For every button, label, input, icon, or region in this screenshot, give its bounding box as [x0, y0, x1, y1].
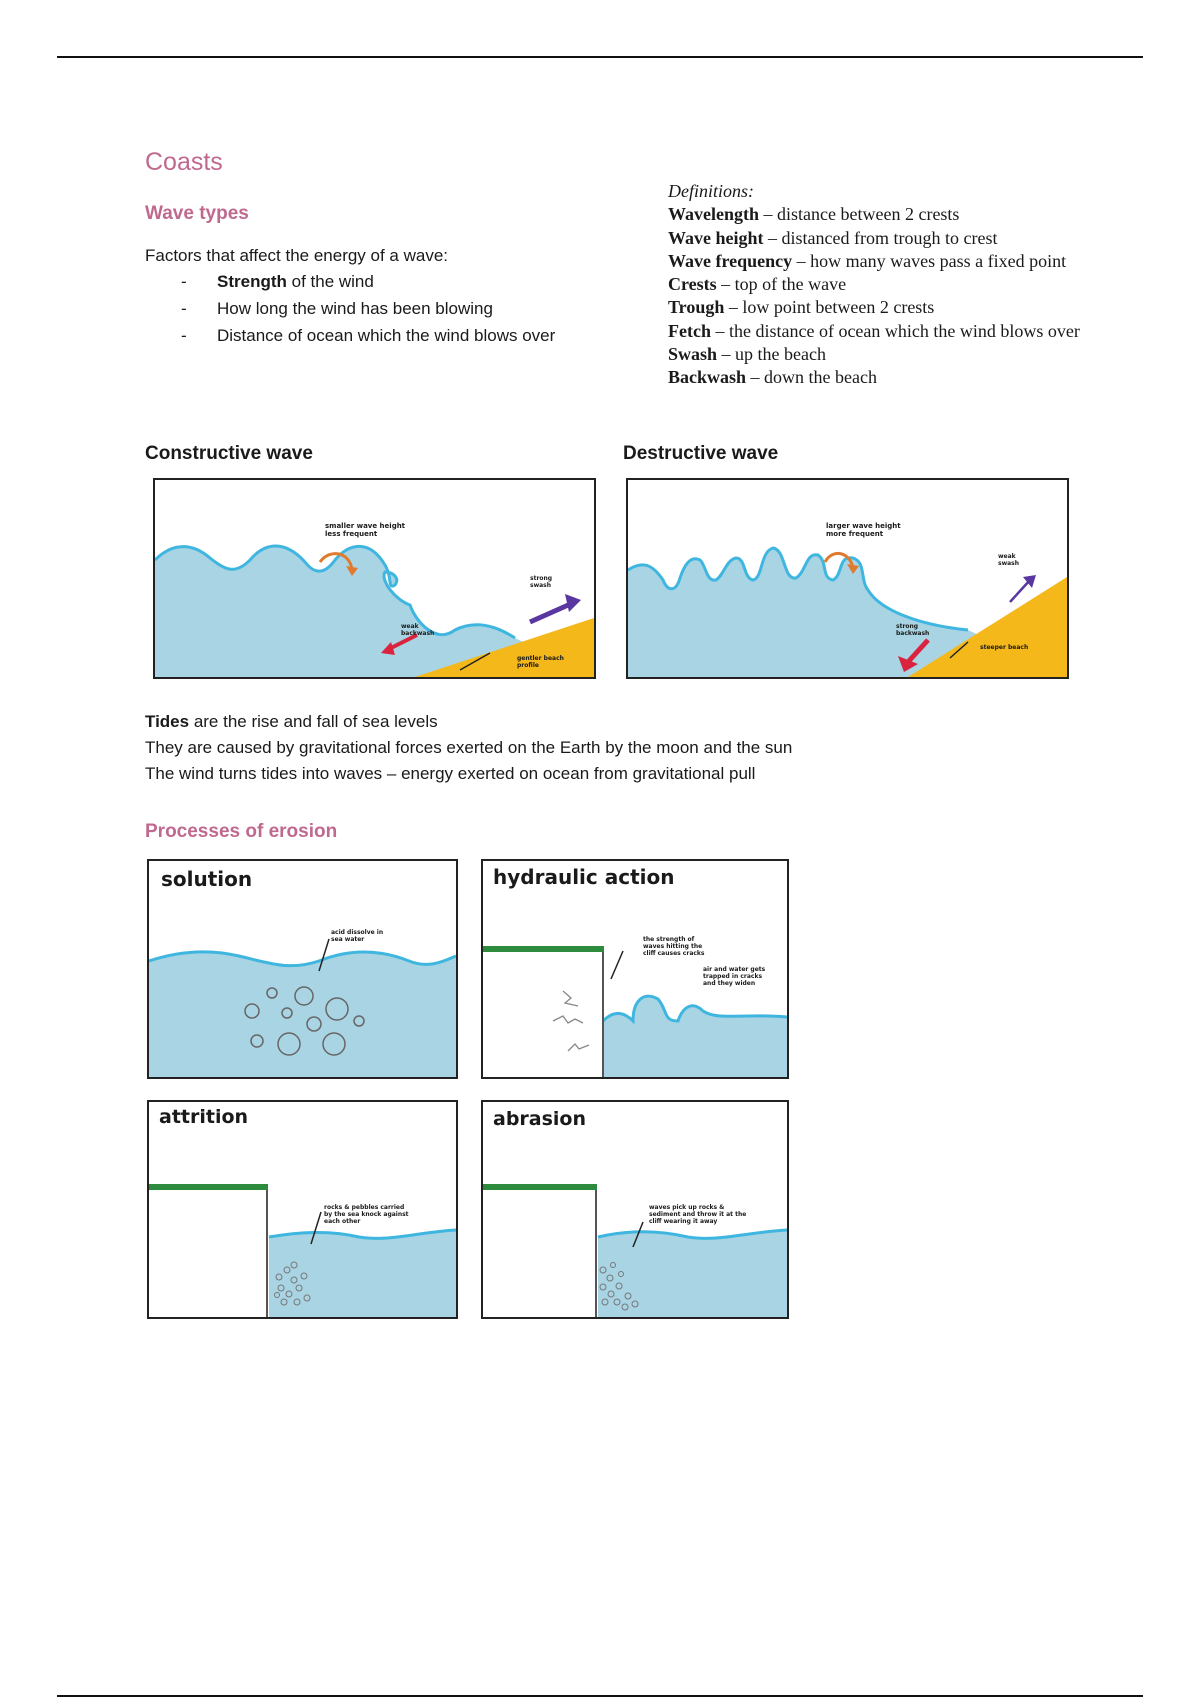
attrition-diagram — [147, 1100, 458, 1319]
wave-types-heading: Wave types — [145, 203, 249, 224]
factors-list — [145, 268, 645, 349]
list-item: - How long the wind has been blowing — [181, 299, 493, 318]
definitions-block — [668, 180, 1080, 390]
definition-item: Crests – top of the wave — [668, 274, 847, 295]
label-height: smaller wave height less frequent — [325, 522, 406, 538]
destructive-wave-diagram — [626, 478, 1069, 679]
list-item: - Distance of ocean which the wind blows over — [181, 326, 556, 345]
label-swash: strong swash — [530, 575, 553, 589]
note-solution: acid dissolve in sea water — [331, 929, 384, 943]
label-beach: gentler beach profile — [517, 655, 564, 669]
definitions-heading: Definitions: — [668, 181, 754, 201]
tides-line-3: The wind turns tides into waves – energy exerted on ocean from gravitational pull — [145, 764, 756, 783]
definition-item: Fetch – the distance of ocean which the wind blows over — [668, 320, 1080, 341]
top-rule — [57, 56, 1143, 58]
label-backwash: strong backwash — [896, 623, 930, 637]
bottom-rule — [57, 1695, 1143, 1697]
abrasion-diagram — [481, 1100, 789, 1319]
definition-item: Trough – low point between 2 crests — [668, 297, 935, 318]
tides-line-1: Tides are the rise and fall of sea levels — [145, 712, 438, 731]
erosion-label-solution: solution — [161, 867, 253, 891]
note-hydraulic-2: air and water gets trapped in cracks and they widen — [703, 966, 766, 987]
constructive-wave-diagram — [153, 478, 596, 679]
processes-of-erosion-heading: Processes of erosion — [145, 821, 338, 842]
label-swash: weak swash — [998, 553, 1020, 567]
erosion-label-hydraulic-action: hydraulic action — [493, 865, 675, 889]
label-beach: steeper beach — [980, 644, 1029, 651]
destructive-wave-heading: Destructive wave — [623, 443, 779, 464]
definition-item: Wave frequency – how many waves pass a fixed point — [668, 250, 1067, 271]
label-height: larger wave height more frequent — [826, 522, 901, 538]
erosion-label-abrasion: abrasion — [493, 1108, 587, 1130]
solution-diagram — [147, 859, 458, 1079]
list-item: - Strength of the wind — [181, 272, 374, 291]
definition-item: Backwash – down the beach — [668, 367, 877, 388]
definition-item: Swash – up the beach — [668, 344, 826, 365]
definition-item: Wave height – distanced from trough to crest — [668, 227, 998, 248]
factors-intro: Factors that affect the energy of a wave: — [145, 246, 449, 265]
note-hydraulic-1: the strength of waves hitting the cliff causes cracks — [643, 936, 705, 957]
note-abrasion: waves pick up rocks & sediment and throw it at the cliff wearing it away — [649, 1204, 747, 1225]
hydraulic-action-diagram — [481, 859, 789, 1079]
label-backwash: weak backwash — [401, 623, 435, 637]
definition-item: Wavelength – distance between 2 crests — [668, 204, 960, 225]
constructive-wave-heading: Constructive wave — [145, 443, 313, 464]
erosion-label-attrition: attrition — [159, 1106, 249, 1128]
note-attrition: rocks & pebbles carried by the sea knock against each other — [324, 1204, 409, 1225]
page-title: Coasts — [145, 148, 223, 176]
tides-paragraph — [145, 709, 1045, 787]
tides-line-2: They are caused by gravitational forces exerted on the Earth by the moon and the sun — [145, 738, 793, 757]
